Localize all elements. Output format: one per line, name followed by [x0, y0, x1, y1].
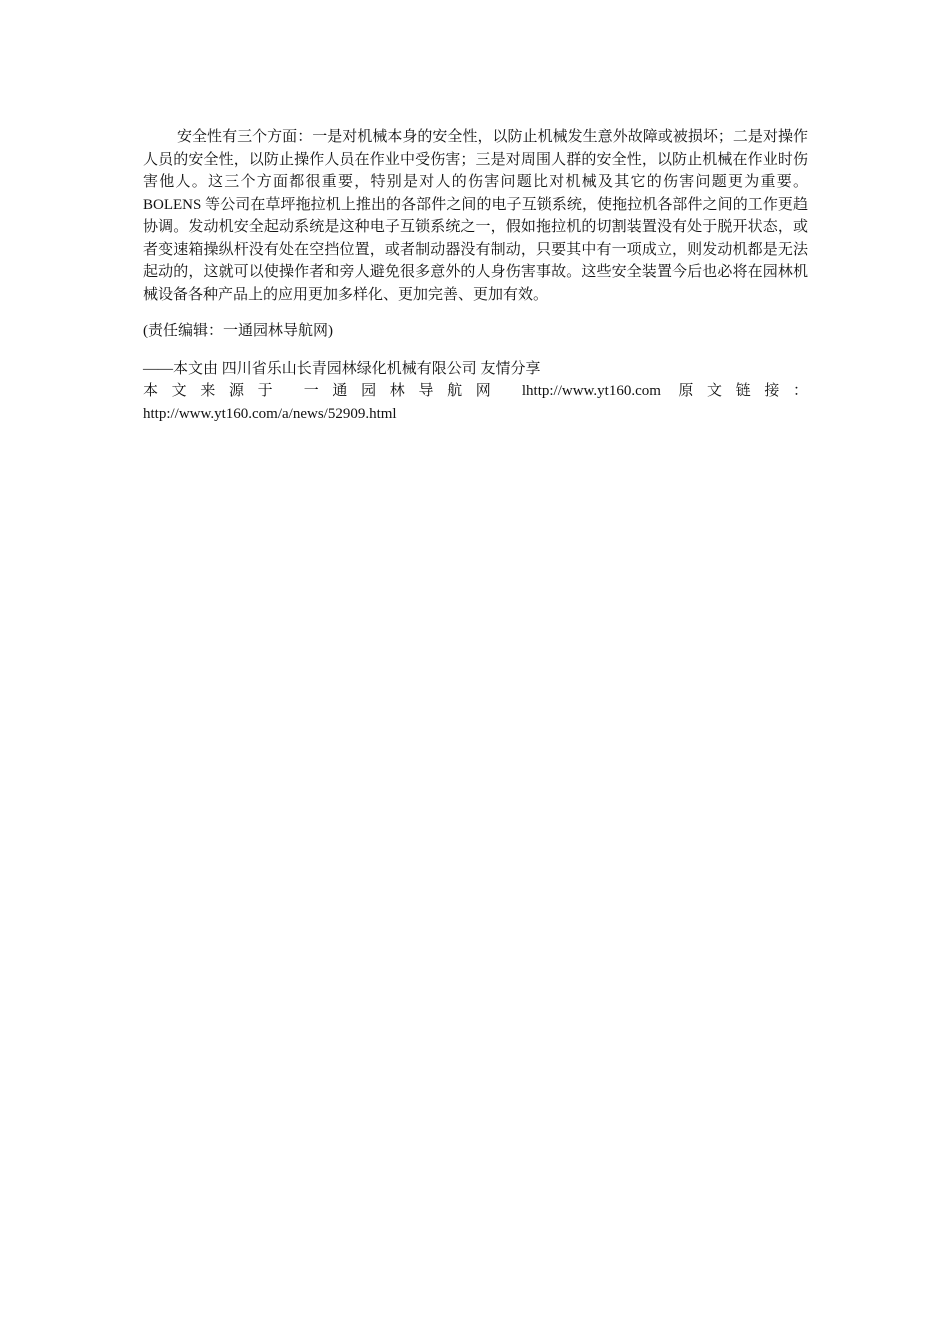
article-paragraph: 安全性有三个方面：一是对机械本身的安全性，以防止机械发生意外故障或被损坏；二是对操作人员的安全性，以防止操作人员在作业中受伤害；三是对周围人群的安全性，以防止机械在作业时伤害他人。这三个方面都很重要，特别是对人的伤害问题比对机械及其它的伤害问题更为重要。BOLENS 等公司在草坪拖拉机上推出的各部件之间的电子互锁系统，使拖拉机各部件之间的工作更趋协调。发动机安全起动系统是这种电子互锁系统之一，假如拖拉机的切割装置没有处于脱开状态，或者变速箱操纵杆没有处在空挡位置，或者制动器没有制动，只要其中有一项成立，则发动机都是无法起动的，这就可以使操作者和旁人避免很多意外的人身伤害事故。这些安全装置今后也必将在园林机械设备各种产品上的应用更加多样化、更加完善、更加有效。: [143, 129, 808, 303]
document-page: [143, 126, 808, 425]
editor-note: (责任编辑：一通园林导航网): [143, 323, 333, 339]
source-line: 本文来源于 一通园林导航网 lhttp://www.yt160.com 原文链接：: [143, 383, 808, 399]
source-url-link[interactable]: http://www.yt160.com/a/news/52909.html: [143, 405, 397, 422]
share-line: ——本文由 四川省乐山长青园林绿化机械有限公司 友情分享: [143, 360, 541, 377]
